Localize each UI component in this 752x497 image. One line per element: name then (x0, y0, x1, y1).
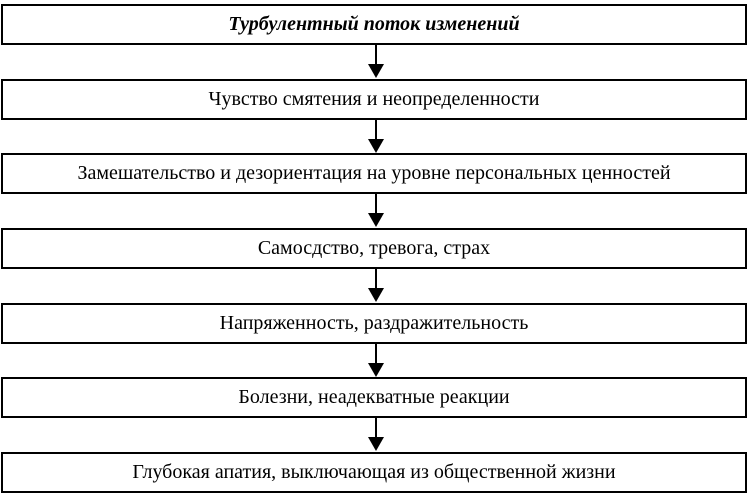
flow-step-3-label: Замешательство и дезориентация на уровне персональных ценностей (77, 162, 671, 184)
flow-step-2 (1, 79, 747, 120)
flow-step-3 (1, 153, 747, 194)
flow-step-6-label: Болезни, неадекватные реакции (238, 386, 510, 408)
flow-step-2-label: Чувство смятения и неопределенности (208, 88, 540, 110)
flow-arrow-6 (367, 418, 385, 452)
flow-step-4 (1, 228, 747, 269)
flow-step-7-label: Глубокая апатия, выключающая из общественной жизни (132, 461, 616, 483)
flow-arrow-1 (367, 45, 385, 79)
flow-step-1 (1, 4, 747, 45)
flow-arrow-5 (367, 344, 385, 378)
flow-arrow-4 (367, 269, 385, 303)
flow-step-5-label: Напряженность, раздражительность (219, 312, 529, 334)
flow-step-5 (1, 303, 747, 344)
flow-arrow-2 (367, 120, 385, 154)
flow-arrow-3 (367, 194, 385, 228)
flow-step-1-label: Турбулентный поток изменений (228, 13, 520, 35)
flow-step-4-label: Самосдство, тревога, страх (257, 237, 491, 259)
flow-step-6 (1, 377, 747, 418)
flow-step-7 (1, 452, 747, 493)
